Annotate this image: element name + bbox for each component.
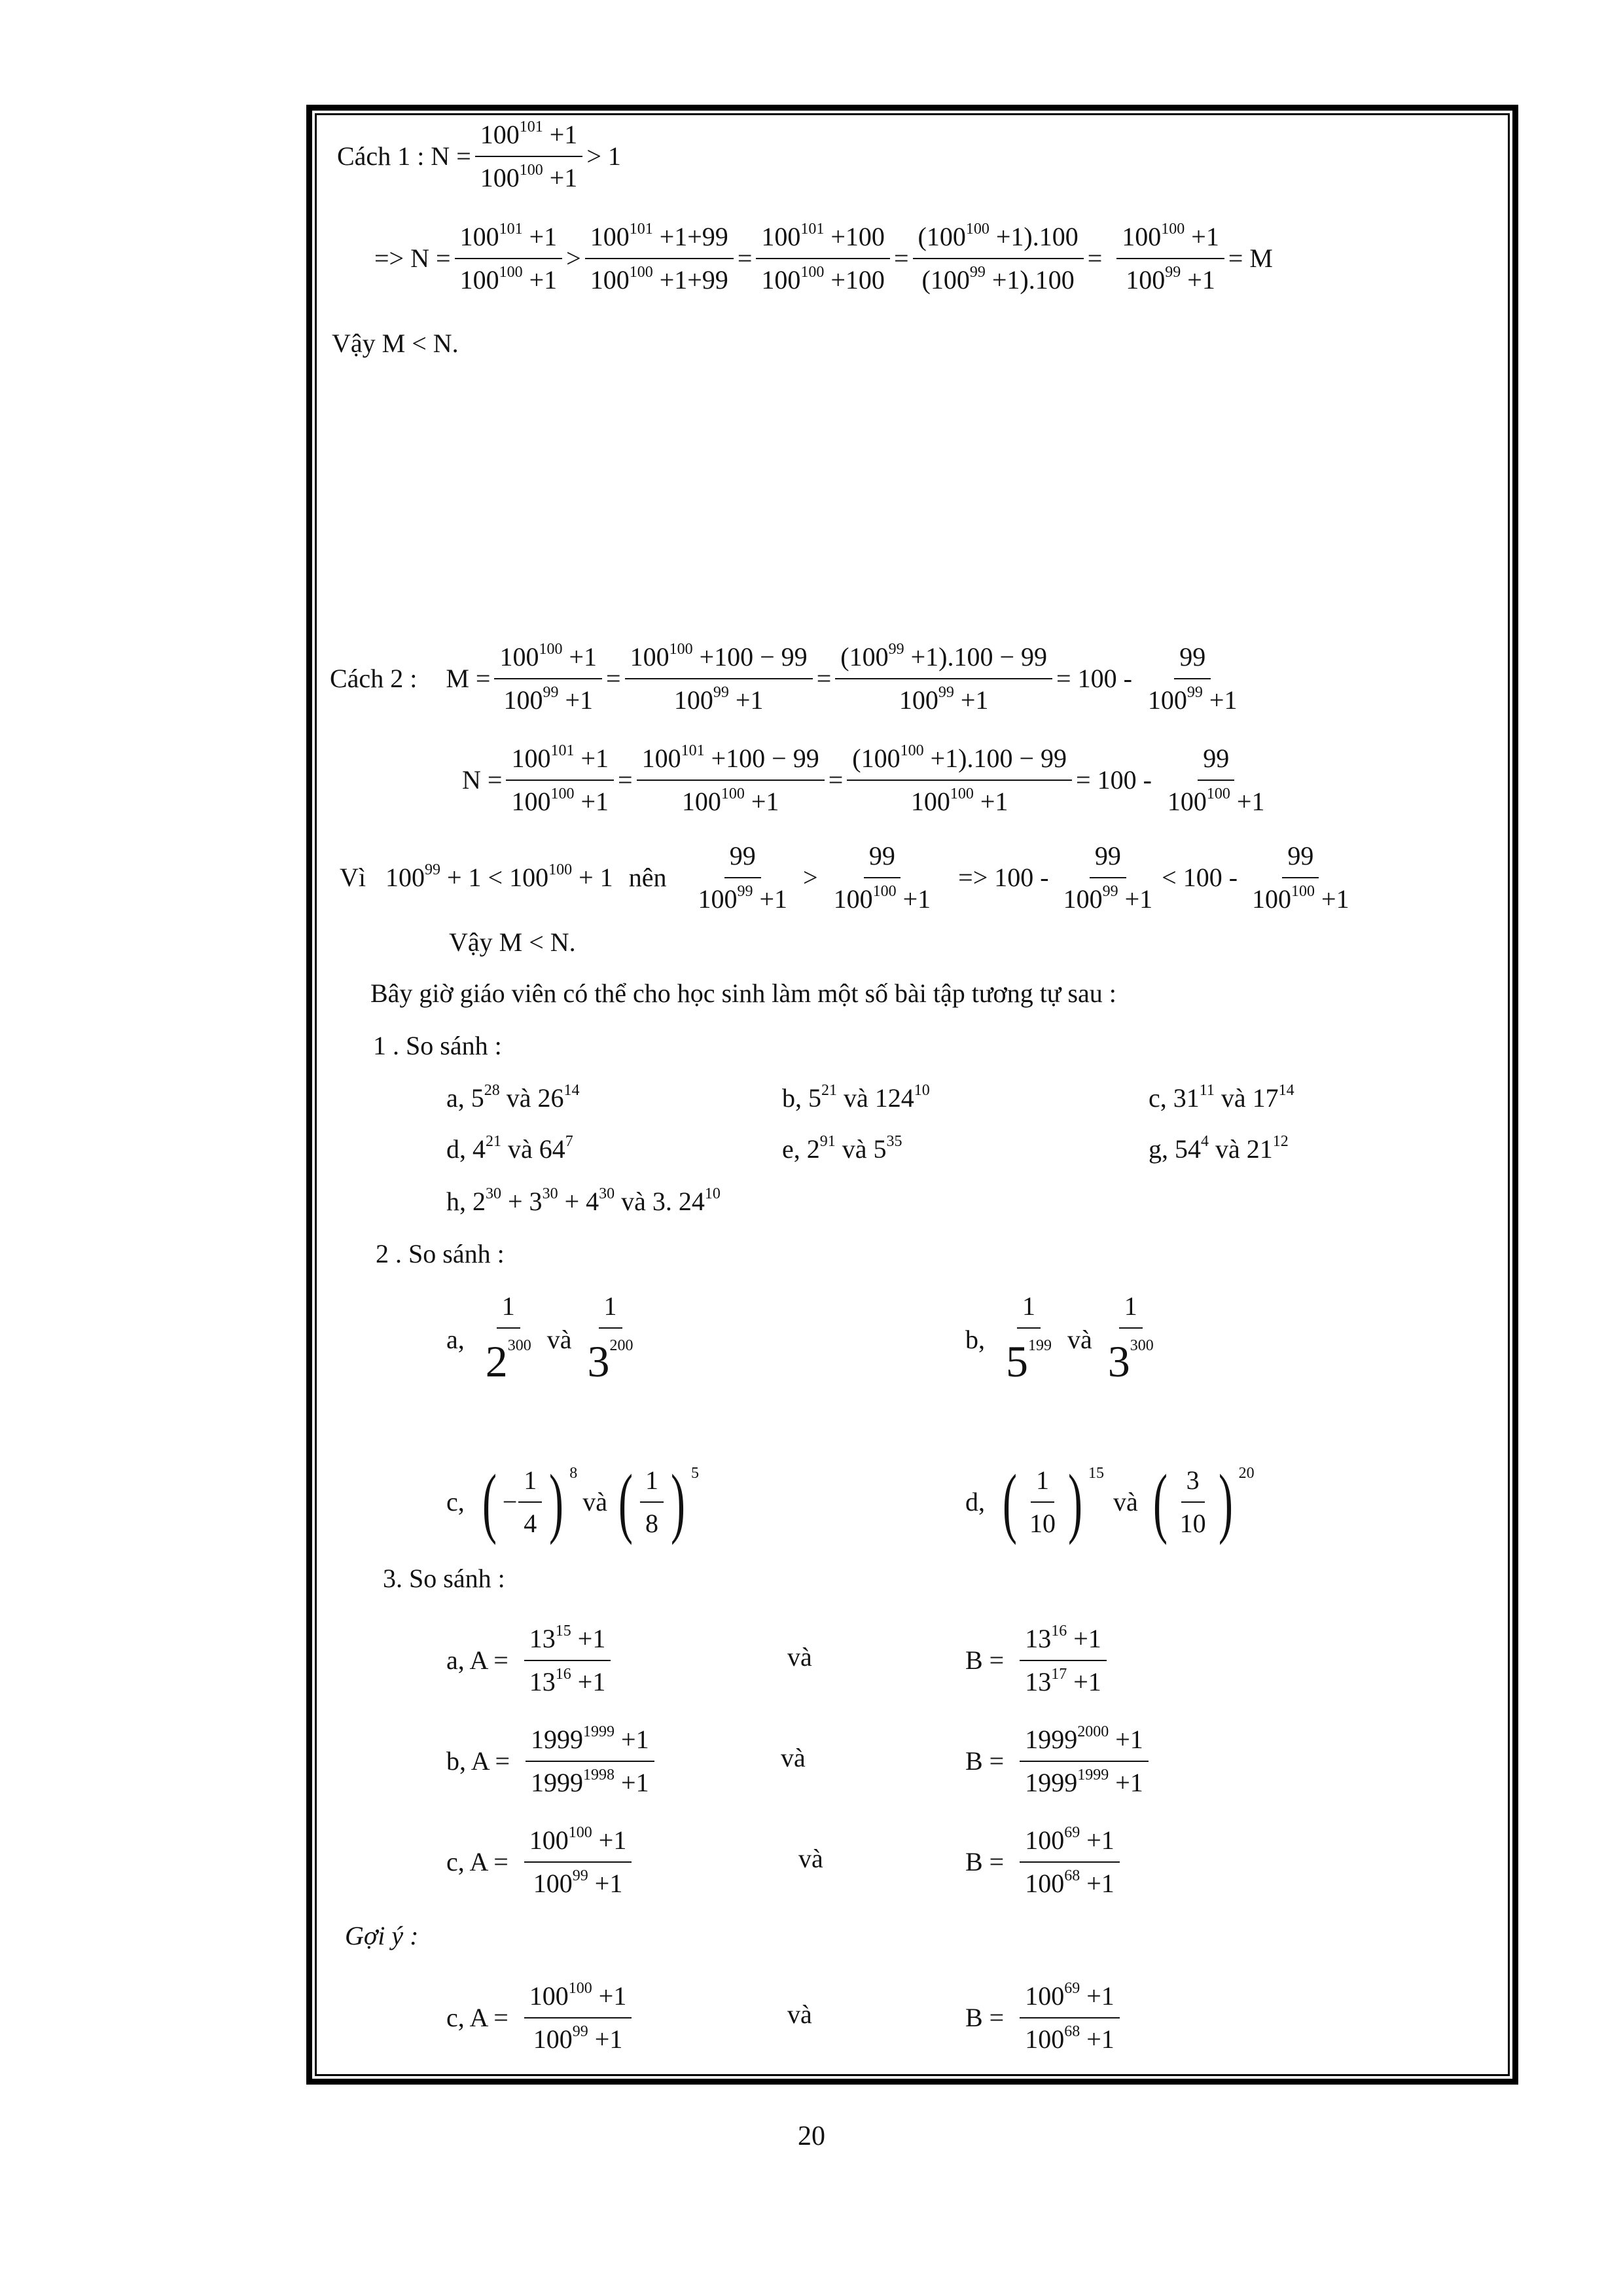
- ex3-b-left: b, A = $\frac{1999^{1999} +1}{1999^{1998} +1}$: [446, 1723, 658, 1800]
- fraction: $\frac{100^{101} +1}{100^{100} +1}$: [506, 742, 614, 819]
- paren-group: ( − $\frac{1}{4}$ ) 8: [482, 1458, 578, 1545]
- fraction: $\frac{(100^{99} +1).100 - 99}{100^{99} +1}$: [835, 640, 1052, 717]
- ex1-c: c, $31^{11}$ và $17^{14}$: [1149, 1082, 1294, 1113]
- ex1-e: e, $2^{91}$ và $5^{35}$: [782, 1133, 902, 1164]
- fraction: $\frac{1}{10}$: [1024, 1463, 1061, 1541]
- fraction: $\frac{100^{101} +1}{100^{100} +1}$: [455, 220, 563, 297]
- fraction: $\frac{100^{100} +1}{100^{99} +1}$: [494, 640, 602, 717]
- paren-group: ( $\frac{3}{10}$ ) 20: [1152, 1458, 1255, 1545]
- hint-title: Gợi ý :: [345, 1921, 419, 1950]
- fraction: $\frac{100^{101} +100 - 99}{100^{100} +1}$: [637, 742, 825, 819]
- cach1-line1: Cách 1 : N = $\frac{100^{101} +1}{100^{100} +1}$ > 1: [337, 118, 621, 195]
- fraction: $\frac{100^{100} +100 - 99}{100^{99} +1}$: [625, 640, 813, 717]
- fraction: $\frac{99}{100^{99} +1}$: [692, 839, 793, 916]
- fraction: $\frac{1}{5^{199}}$: [1001, 1289, 1057, 1390]
- fraction: $\frac{100^{101} +1}{100^{100} +1}$: [475, 118, 583, 195]
- ex2-a: a, $\frac{1}{2^{300}}$ và $\frac{1}{3^{200}}$: [446, 1291, 643, 1389]
- cach1-line2: => N = $\frac{100^{101} +1}{100^{100} +1}$ > $\frac{100^{101} +1+99}{100^{100} +1+99}$ = $\frac{100^{101} +100}{100^{100} +100}$ = $\frac{(100^{100} +1).100}{(100^{99} +1).100}$ = $\frac{100^{100} +1}{100^{99} +1}$ = M: [374, 220, 1273, 297]
- fraction: $\frac{3}{10}$: [1175, 1463, 1211, 1541]
- ex1-b: b, $5^{21}$ và $124^{10}$: [782, 1082, 930, 1113]
- fraction: $\frac{100^{100} +1}{100^{99} +1}$: [524, 1979, 632, 2056]
- ex3-b-va: và: [781, 1743, 806, 1772]
- ex1-d: d, $4^{21}$ và $64^7$: [446, 1133, 573, 1164]
- fraction: $\frac{1}{2^{300}}$: [480, 1289, 537, 1390]
- fraction: $\frac{13^{16} +1}{13^{17} +1}$: [1020, 1622, 1107, 1699]
- paren-group: ( $\frac{1}{8}$ ) 5: [618, 1458, 699, 1545]
- paren-group: ( $\frac{1}{10}$ ) 15: [1002, 1458, 1104, 1545]
- cach2-vi-line: Vì $100^{99} + 1 < 100^{100} + 1$ nên $\frac{99}{100^{99} +1}$ > $\frac{99}{100^{100} +1}$ => 100 - $\frac{99}{100^{99} +1}$ < 100 - $\frac{99}{100^{100} +1}$: [340, 839, 1359, 916]
- fraction: $\frac{100^{69} +1}{100^{68} +1}$: [1020, 1823, 1120, 1901]
- cach1-conclusion: Vậy M < N.: [332, 329, 459, 358]
- ex1-g: g, $54^4$ và $21^{12}$: [1149, 1133, 1289, 1164]
- ex3-title: 3. So sánh :: [383, 1564, 505, 1593]
- fraction: $\frac{99}{100^{99} +1}$: [1143, 640, 1243, 717]
- fraction: $\frac{100^{69} +1}{100^{68} +1}$: [1020, 1979, 1120, 2056]
- page-number: 20: [798, 2121, 825, 2151]
- hint-c-right: B = $\frac{100^{69} +1}{100^{68} +1}$: [965, 1979, 1124, 2056]
- ex2-title: 2 . So sánh :: [376, 1239, 505, 1268]
- ex3-a-left: a, A = $\frac{13^{15} +1}{13^{16} +1}$: [446, 1622, 615, 1699]
- fraction: $\frac{1}{8}$: [640, 1463, 664, 1541]
- ex3-c-va: và: [798, 1844, 823, 1873]
- fraction: $\frac{13^{15} +1}{13^{16} +1}$: [524, 1622, 611, 1699]
- ex2-d: d, ( $\frac{1}{10}$ ) 15 và ( $\frac{3}{10}$ ) 20: [965, 1458, 1255, 1545]
- cach2-conclusion: Vậy M < N.: [449, 927, 576, 957]
- fraction: $\frac{99}{100^{100} +1}$: [1162, 742, 1270, 819]
- fraction: $\frac{(100^{100} +1).100 - 99}{100^{100} +1}$: [847, 742, 1072, 819]
- fraction: $\frac{99}{100^{100} +1}$: [829, 839, 936, 916]
- fraction: $\frac{100^{100} +1}{100^{99} +1}$: [1116, 220, 1224, 297]
- fraction: $\frac{100^{101} +1+99}{100^{100} +1+99}$: [585, 220, 734, 297]
- fraction: $\frac{1}{3^{300}}$: [1103, 1289, 1159, 1390]
- ex3-a-va: và: [787, 1642, 812, 1672]
- fraction: $\frac{1999^{1999} +1}{1999^{1998} +1}$: [526, 1723, 654, 1800]
- fraction: $\frac{(100^{100} +1).100}{(100^{99} +1).100}$: [913, 220, 1084, 297]
- cach2-n-line: N = $\frac{100^{101} +1}{100^{100} +1}$ = $\frac{100^{101} +100 - 99}{100^{100} +1}$ = $\frac{(100^{100} +1).100 - 99}{100^{100} +1}$ = 100 - $\frac{99}{100^{100} +1}$: [462, 742, 1274, 819]
- fraction: $\frac{100^{101} +100}{100^{100} +100}$: [756, 220, 890, 297]
- hint-c-va: và: [787, 2000, 812, 2029]
- ex3-a-right: B = $\frac{13^{16} +1}{13^{17} +1}$: [965, 1622, 1111, 1699]
- fraction: $\frac{99}{100^{99} +1}$: [1058, 839, 1158, 916]
- fraction: $\frac{100^{100} +1}{100^{99} +1}$: [524, 1823, 632, 1901]
- ex2-c: c, ( − $\frac{1}{4}$ ) 8 và ( $\frac{1}{8}$ ) 5: [446, 1458, 699, 1545]
- intro-text: Bây giờ giáo viên có thể cho học sinh làm một số bài tập tương tự sau :: [370, 978, 1116, 1008]
- fraction: $\frac{1999^{2000} +1}{1999^{1999} +1}$: [1020, 1723, 1149, 1800]
- fraction: $\frac{1}{4}$: [518, 1463, 542, 1541]
- ex3-c-left: c, A = $\frac{100^{100} +1}{100^{99} +1}$: [446, 1823, 635, 1901]
- ex1-title: 1 . So sánh :: [373, 1031, 502, 1060]
- hint-c-left: c, A = $\frac{100^{100} +1}{100^{99} +1}$: [446, 1979, 635, 2056]
- ex3-c-right: B = $\frac{100^{69} +1}{100^{68} +1}$: [965, 1823, 1124, 1901]
- fraction: $\frac{1}{3^{200}}$: [582, 1289, 639, 1390]
- cach2-m-line: Cách 2 : M = $\frac{100^{100} +1}{100^{99} +1}$ = $\frac{100^{100} +100 - 99}{100^{99} +1}$ = $\frac{(100^{99} +1).100 - 99}{100^{99} +1}$ = 100 - $\frac{99}{100^{99} +1}$: [330, 640, 1246, 717]
- ex1-h: h, $2^{30} + 3^{30} + 4^{30}$ và 3. $24^{10}$: [446, 1185, 721, 1216]
- ex1-a: a, $5^{28}$ và $26^{14}$: [446, 1082, 580, 1113]
- fraction: $\frac{99}{100^{100} +1}$: [1247, 839, 1355, 916]
- ex3-b-right: B = $\frac{1999^{2000} +1}{1999^{1999} +1}$: [965, 1723, 1152, 1800]
- ex2-b: b, $\frac{1}{5^{199}}$ và $\frac{1}{3^{300}}$: [965, 1291, 1163, 1389]
